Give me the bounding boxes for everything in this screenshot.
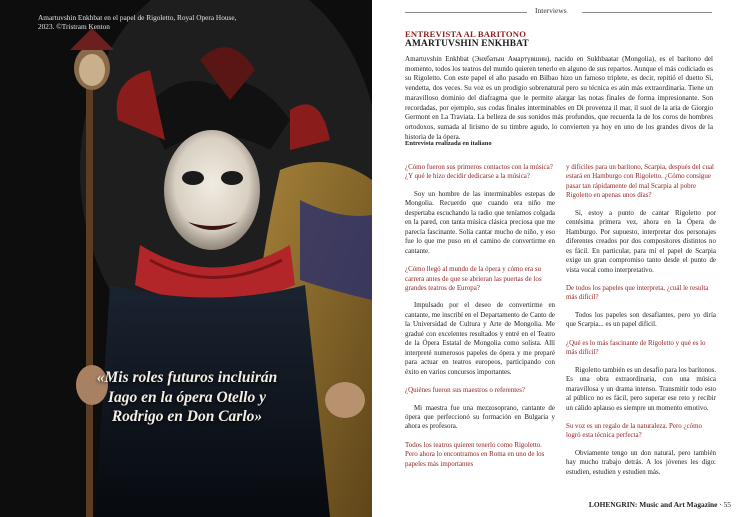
- question: Todos los teatros quieren tenerlo como Rigoletto. Pero ahora lo encontramos en Roma en uno de los papeles más importantes: [405, 440, 545, 468]
- pull-quote: «Mis roles futuros incluirán Iago en la ópera Otello y Rodrigo en Don Carlo»: [96, 369, 278, 426]
- answer: Rigoletto también es un desafío para los barítonos. Es una obra extraordinaria, con una música maravillosa y un drama intenso. Transmitir todo esto al público no es fácil, pero superar ese reto y recibir un cálido aplauso es siempre un momento emotivo.: [566, 365, 716, 412]
- page-footer: [589, 500, 731, 509]
- answer: Mi maestra fue una mezzosoprano, cantante de ópera que perfeccionó su formación en Bulgaria y ahora es profesora.: [405, 403, 555, 431]
- photo-caption: Amartuvshin Enkhbat en el papel de Rigoletto, Royal Opera House, 2023. ©Tristram Kenton: [38, 13, 237, 32]
- column-right: [566, 163, 716, 486]
- question: Su voz es un regalo de la naturaleza. Pero ¿cómo logró esta técnica perfecta?: [566, 421, 702, 440]
- question: ¿Cómo fueron sus primeros contactos con la música? ¿Y qué le hizo decidir dedicarse a la música?: [405, 163, 553, 181]
- answer: Todos los papeles son desafiantes, pero yo diría que Scarpia... es un papel difícil.: [566, 310, 716, 329]
- question: y difíciles para un barítono, Scarpia, después del cual estará en Hamburgo con Rigoletto. ¿Cómo consigue pasar tan rápidamente del mal Scarpia al pobre Rigoletto en apenas unos días?: [566, 163, 714, 200]
- interview-note: Entrevista realizada en italiano: [405, 140, 492, 147]
- answer: Obviamente tengo un don natural, pero también hay mucho trabajo detrás. A los jóvenes les digo: estudien, estudien y estudien más.: [566, 448, 716, 476]
- section-label: Interviews: [535, 6, 567, 15]
- jester-illustration: [0, 0, 372, 517]
- answer: Sí, estoy a punto de cantar Rigoletto por centésima primera vez, ahora en la Ópera de Hamburgo. Por supuesto, interpretar dos personajes diferentes creados por dos compositores distintos no es fácil. En particular, para mí el papel de Scarpia exige un gran compromiso tanto desde el punto de vista vocal como interpretativo.: [566, 208, 716, 274]
- header-rule-right: [582, 12, 712, 13]
- question: ¿Qué es lo más fascinante de Rigoletto y qué es lo más difícil?: [566, 338, 706, 357]
- cover-photo: [0, 0, 372, 517]
- article-title: AMARTUVSHIN ENKHBAT: [405, 39, 529, 49]
- page-number: · 55: [719, 500, 731, 509]
- article-page: [372, 0, 745, 517]
- header-rule-left: [405, 12, 527, 13]
- magazine-name: LOHENGRIN: Music and Art Magazine: [588, 500, 718, 509]
- answer: Impulsado por el deseo de convertirme en cantante, me inscribí en el Departamento de Canto de la Universidad de Cultura y Arte de Mongolia. Me gradué con excelentes resultados y entré en el Teatro de la Ópera Estatal de Mongolia como solista. Allí interpreté numerosos papeles de ópera y me preparé para actuar en teatros europeos, participando con éxito en varios concursos importantes.: [405, 301, 555, 376]
- article-intro: Amartuvshin Enkhbat (Энхбатын Амартүвшин), nacido en Sukhbaatar (Mongolia), es el barítono del momento, todos los teatros del mundo quieren tenerlo en alguno de sus repartos. Aunque el más codiciado es su Rigoletto. Con este papel el año pasado en Bilbao hizo un famoso triplete, es decir, repitió el duetto Sì, vendetta, dos veces. Su voz es un prodigio sobrenatural pero su técnica es aún más extraordinaria. Tiene un maravilloso dominio del diafragma que le permite alargar las notas finales de forma impresionante. Son recordadas, por ejemplo, sus codas finales interminables en Di provenza il mar, il suol de la aria de Giorgio Germont en La Traviata. La belleza de sus sonidos más profundos, que recuerda la de los coros de hombres ortodoxos, sumada al lirismo de su timbre agudo, lo convierten ya hoy en uno de los grandes divos de la historia de la ópera.: [405, 55, 713, 141]
- column-left: [405, 163, 555, 477]
- question: De todos los papeles que interpreta, ¿cuál le resulta más difícil?: [566, 283, 709, 302]
- question: ¿Quiénes fueron sus maestros o referentes?: [405, 386, 526, 395]
- article-kicker: ENTREVISTA AL BARITONO: [405, 29, 527, 39]
- answer: Soy un hombre de las interminables estepas de Mongolia. Recuerdo que cuando era niño me despertaba escuchando la radio que teníamos colgada en la pared, con tanta música clásica preciosa que me parecía fascinante. Solía cantar mucho de niño, y eso fue lo que me puso en el camino de convertirme en cantante.: [405, 189, 555, 255]
- question: ¿Cómo llegó al mundo de la ópera y cómo era su carrera antes de que se abrieran las puertas de los grandes teatros de Europa?: [405, 265, 542, 292]
